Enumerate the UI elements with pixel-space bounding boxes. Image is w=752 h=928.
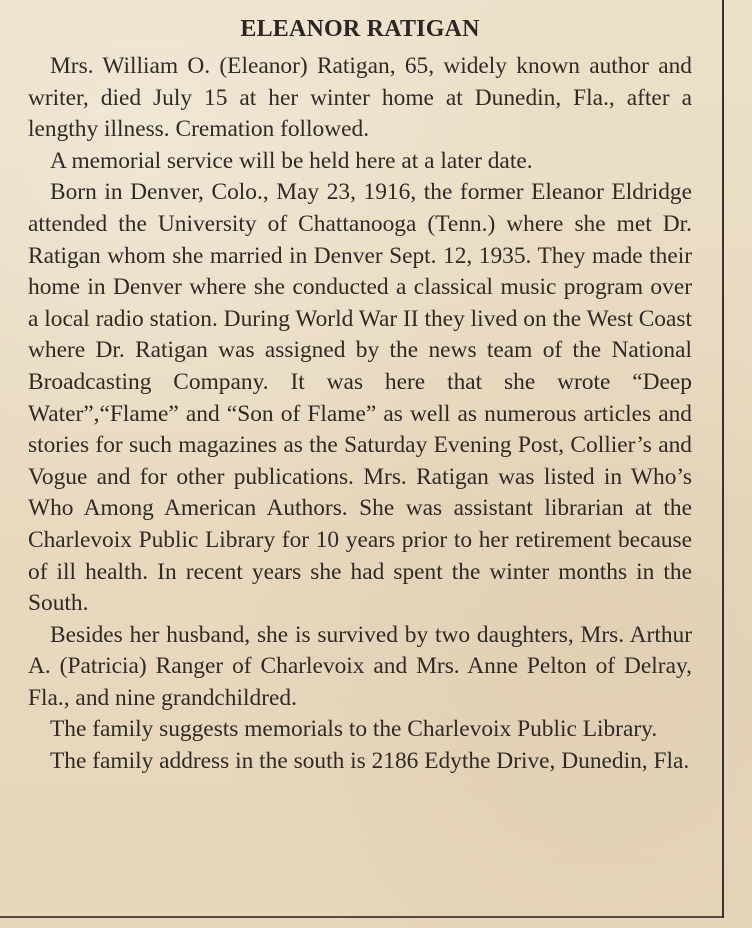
headline: ELEANOR RATIGAN	[240, 16, 480, 42]
paragraph-intro: Mrs. William O. (Eleanor) Ratigan, 65, widely known author and writer, died July 15 at her winter home at Dunedin, Fla., after a lengthy illness. Cremation followed.	[28, 53, 692, 143]
paragraph-survivors: Besides her husband, she is survived by two daughters, Mrs. Arthur A. (Patricia) Ranger of Charlevoix and Mrs. Anne Pelton of Delray, Fla., and nine grandchildred.	[28, 621, 692, 711]
paragraph-memorial-service: A memorial service will be held here at a later date.	[50, 147, 533, 174]
column-rule-bottom	[0, 916, 724, 918]
paragraph-biography: Born in Denver, Colo., May 23, 1916, the former Eleanor Eldridge attended the University of Chattanooga (Tenn.) where she met Dr. Ratigan whom she married in Denver Sept. 12, 1935. They made their home in Denver where she conducted a classical music program over a local radio station. During World War II they lived on the West Coast where Dr. Ratigan was assigned by the news team of the National Broadcasting Company. It was here that she wrote “Deep Water”,“Flame” and “Son of Flame” as well as numerous articles and stories for such magazines as the Saturday Evening Post, Collier’s and Vogue and for other publications. Mrs. Ratigan was listed in Who’s Who Among American Authors. She was assistant librarian at the Charlevoix Public Library for 10 years prior to her retirement because of ill health. In recent years she had spent the winter months in the South.	[28, 179, 692, 617]
obituary-article	[28, 16, 692, 778]
paragraph-family-address: The family address in the south is 2186 Edythe Drive, Dunedin, Fla.	[50, 748, 690, 775]
column-rule-right	[722, 0, 724, 918]
paragraph-memorials: The family suggests memorials to the Charlevoix Public Library.	[50, 716, 658, 743]
